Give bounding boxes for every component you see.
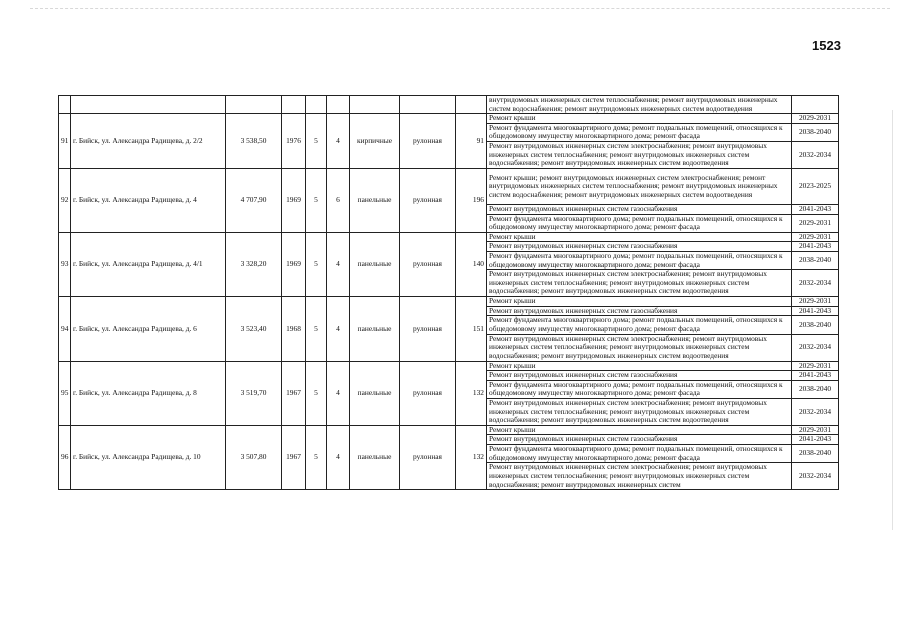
- repair-work-description: Ремонт внутридомовых инженерных систем электроснабжения; ремонт внутридомовых инженерных систем теплоснабжения; ремонт внутридомовых инженерных систем водоснабжения; ремонт внутридомовых инженерных систем водоотведения: [487, 141, 792, 168]
- repair-work-description: Ремонт крыши: [487, 425, 792, 435]
- repair-work-description: Ремонт крыши: [487, 232, 792, 242]
- apartment-count: [456, 96, 487, 114]
- house-address: г. Бийск, ул. Александра Радищева, д. 8: [71, 361, 226, 425]
- repair-work-description: Ремонт внутридомовых инженерных систем электроснабжения; ремонт внутридомовых инженерных систем теплоснабжения; ремонт внутридомовых инженерных систем водоснабжения; ремонт внутридомовых инженерных систем водоотведения: [487, 270, 792, 297]
- repair-work-description: Ремонт внутридомовых инженерных систем газоснабжения: [487, 435, 792, 445]
- entrance-count: 4: [327, 297, 350, 361]
- house-address: г. Бийск, ул. Александра Радищева, д. 4/1: [71, 232, 226, 296]
- table-row: [59, 232, 839, 242]
- entrance-count: 4: [327, 232, 350, 296]
- table-row: [59, 114, 839, 124]
- repair-period: 2029-2031: [792, 425, 839, 435]
- house-address: г. Бийск, ул. Александра Радищева, д. 4: [71, 168, 226, 232]
- repair-work-description: Ремонт фундамента многоквартирного дома; ремонт подвальных помещений, относящихся к общедомовому имуществу многоквартирного дома; ремонт фасада: [487, 214, 792, 232]
- repair-work-description: Ремонт крыши: [487, 361, 792, 371]
- repair-period: 2023-2025: [792, 168, 839, 204]
- floor-count: [306, 96, 327, 114]
- roof-type: рулонная: [400, 361, 456, 425]
- repair-work-description: Ремонт фундамента многоквартирного дома; ремонт подвальных помещений, относящихся к общедомовому имуществу многоквартирного дома; ремонт фасада: [487, 251, 792, 269]
- repair-period: 2032-2034: [792, 270, 839, 297]
- repair-work-description: Ремонт внутридомовых инженерных систем электроснабжения; ремонт внутридомовых инженерных систем теплоснабжения; ремонт внутридомовых инженерных систем водоснабжения; ремонт внутридомовых инженерных систем водоотведения: [487, 398, 792, 425]
- apartment-count: 196: [456, 168, 487, 232]
- table-row: [59, 361, 839, 371]
- floor-count: 5: [306, 361, 327, 425]
- roof-type: рулонная: [400, 297, 456, 361]
- roof-type: рулонная: [400, 425, 456, 489]
- roof-type: рулонная: [400, 114, 456, 169]
- house-area: 3 507,80: [226, 425, 282, 489]
- row-number: [59, 96, 71, 114]
- repair-period: 2029-2031: [792, 232, 839, 242]
- repair-work-description: Ремонт внутридомовых инженерных систем электроснабжения; ремонт внутридомовых инженерных систем теплоснабжения; ремонт внутридомовых инженерных систем водоснабжения; ремонт внутридомовых инженерных систем: [487, 463, 792, 490]
- floor-count: 5: [306, 168, 327, 232]
- repair-period: 2032-2034: [792, 463, 839, 490]
- repair-work-description: Ремонт фундамента многоквартирного дома; ремонт подвальных помещений, относящихся к общедомовому имуществу многоквартирного дома; ремонт фасада: [487, 316, 792, 334]
- house-area: 4 707,90: [226, 168, 282, 232]
- roof-type: рулонная: [400, 168, 456, 232]
- repair-period: 2038-2040: [792, 316, 839, 334]
- house-address: г. Бийск, ул. Александра Радищева, д. 6: [71, 297, 226, 361]
- house-address: г. Бийск, ул. Александра Радищева, д. 2/2: [71, 114, 226, 169]
- roof-type: [400, 96, 456, 114]
- build-year: [282, 96, 306, 114]
- repair-work-description: Ремонт внутридомовых инженерных систем газоснабжения: [487, 242, 792, 252]
- repair-period: 2029-2031: [792, 114, 839, 124]
- repair-work-description: Ремонт внутридомовых инженерных систем газоснабжения: [487, 306, 792, 316]
- wall-material: панельные: [350, 361, 400, 425]
- wall-material: панельные: [350, 232, 400, 296]
- table-row: [59, 297, 839, 307]
- table-row: [59, 425, 839, 435]
- row-number: 94: [59, 297, 71, 361]
- house-address: г. Бийск, ул. Александра Радищева, д. 10: [71, 425, 226, 489]
- wall-material: панельные: [350, 425, 400, 489]
- repair-work-description: Ремонт крыши: [487, 114, 792, 124]
- repair-work-description: Ремонт фундамента многоквартирного дома; ремонт подвальных помещений, относящихся к общедомовому имуществу многоквартирного дома; ремонт фасада: [487, 123, 792, 141]
- scan-edge-shadow: [892, 110, 893, 530]
- repair-work-description: Ремонт крыши; ремонт внутридомовых инженерных систем электроснабжения; ремонт внутридомовых инженерных систем теплоснабжения; ремонт внутридомовых инженерных систем водоснабжения; ремонт внутридомовых инженерных систем водоотведения: [487, 168, 792, 204]
- apartment-count: 91: [456, 114, 487, 169]
- repair-period: 2041-2043: [792, 435, 839, 445]
- repair-work-description: Ремонт внутридомовых инженерных систем газоснабжения: [487, 204, 792, 214]
- repair-period: 2029-2031: [792, 214, 839, 232]
- build-year: 1969: [282, 168, 306, 232]
- wall-material: кирпичные: [350, 114, 400, 169]
- entrance-count: 4: [327, 114, 350, 169]
- build-year: 1968: [282, 297, 306, 361]
- row-number: 95: [59, 361, 71, 425]
- repair-period: 2032-2034: [792, 334, 839, 361]
- repair-period: 2032-2034: [792, 141, 839, 168]
- repair-work-description: Ремонт крыши: [487, 297, 792, 307]
- repair-work-description: внутридомовых инженерных систем теплоснабжения; ремонт внутридомовых инженерных систем водоснабжения; ремонт внутридомовых инженерных систем водоотведения: [487, 96, 792, 114]
- repair-period: 2041-2043: [792, 242, 839, 252]
- repair-period: 2038-2040: [792, 251, 839, 269]
- row-number: 93: [59, 232, 71, 296]
- entrance-count: 6: [327, 168, 350, 232]
- repair-work-description: Ремонт внутридомовых инженерных систем газоснабжения: [487, 371, 792, 381]
- repair-period: 2041-2043: [792, 306, 839, 316]
- entrance-count: [327, 96, 350, 114]
- wall-material: панельные: [350, 297, 400, 361]
- page-number: 1523: [812, 38, 841, 53]
- house-area: 3 538,50: [226, 114, 282, 169]
- wall-material: панельные: [350, 168, 400, 232]
- roof-type: рулонная: [400, 232, 456, 296]
- floor-count: 5: [306, 425, 327, 489]
- repair-period: 2029-2031: [792, 297, 839, 307]
- repair-schedule-table: [58, 95, 839, 490]
- house-address: [71, 96, 226, 114]
- apartment-count: 140: [456, 232, 487, 296]
- row-number: 92: [59, 168, 71, 232]
- house-area: 3 519,70: [226, 361, 282, 425]
- build-year: 1967: [282, 425, 306, 489]
- repair-period: 2032-2034: [792, 398, 839, 425]
- repair-work-description: Ремонт фундамента многоквартирного дома; ремонт подвальных помещений, относящихся к общедомовому имуществу многоквартирного дома; ремонт фасада: [487, 445, 792, 463]
- row-number: 91: [59, 114, 71, 169]
- table-row: [59, 96, 839, 114]
- entrance-count: 4: [327, 425, 350, 489]
- repair-period: 2041-2043: [792, 371, 839, 381]
- repair-period: [792, 96, 839, 114]
- apartment-count: 151: [456, 297, 487, 361]
- repair-period: 2038-2040: [792, 445, 839, 463]
- repair-period: 2029-2031: [792, 361, 839, 371]
- build-year: 1976: [282, 114, 306, 169]
- entrance-count: 4: [327, 361, 350, 425]
- house-area: 3 328,20: [226, 232, 282, 296]
- scan-artifact-line: [30, 8, 890, 10]
- build-year: 1967: [282, 361, 306, 425]
- floor-count: 5: [306, 114, 327, 169]
- wall-material: [350, 96, 400, 114]
- row-number: 96: [59, 425, 71, 489]
- house-area: 3 523,40: [226, 297, 282, 361]
- build-year: 1969: [282, 232, 306, 296]
- repair-work-description: Ремонт фундамента многоквартирного дома; ремонт подвальных помещений, относящихся к общедомовому имуществу многоквартирного дома; ремонт фасада: [487, 380, 792, 398]
- repair-period: 2041-2043: [792, 204, 839, 214]
- apartment-count: 132: [456, 425, 487, 489]
- repair-work-description: Ремонт внутридомовых инженерных систем электроснабжения; ремонт внутридомовых инженерных систем теплоснабжения; ремонт внутридомовых инженерных систем водоснабжения; ремонт внутридомовых инженерных систем водоотведения: [487, 334, 792, 361]
- repair-period: 2038-2040: [792, 380, 839, 398]
- house-area: [226, 96, 282, 114]
- floor-count: 5: [306, 232, 327, 296]
- repair-period: 2038-2040: [792, 123, 839, 141]
- floor-count: 5: [306, 297, 327, 361]
- apartment-count: 132: [456, 361, 487, 425]
- table-row: [59, 168, 839, 204]
